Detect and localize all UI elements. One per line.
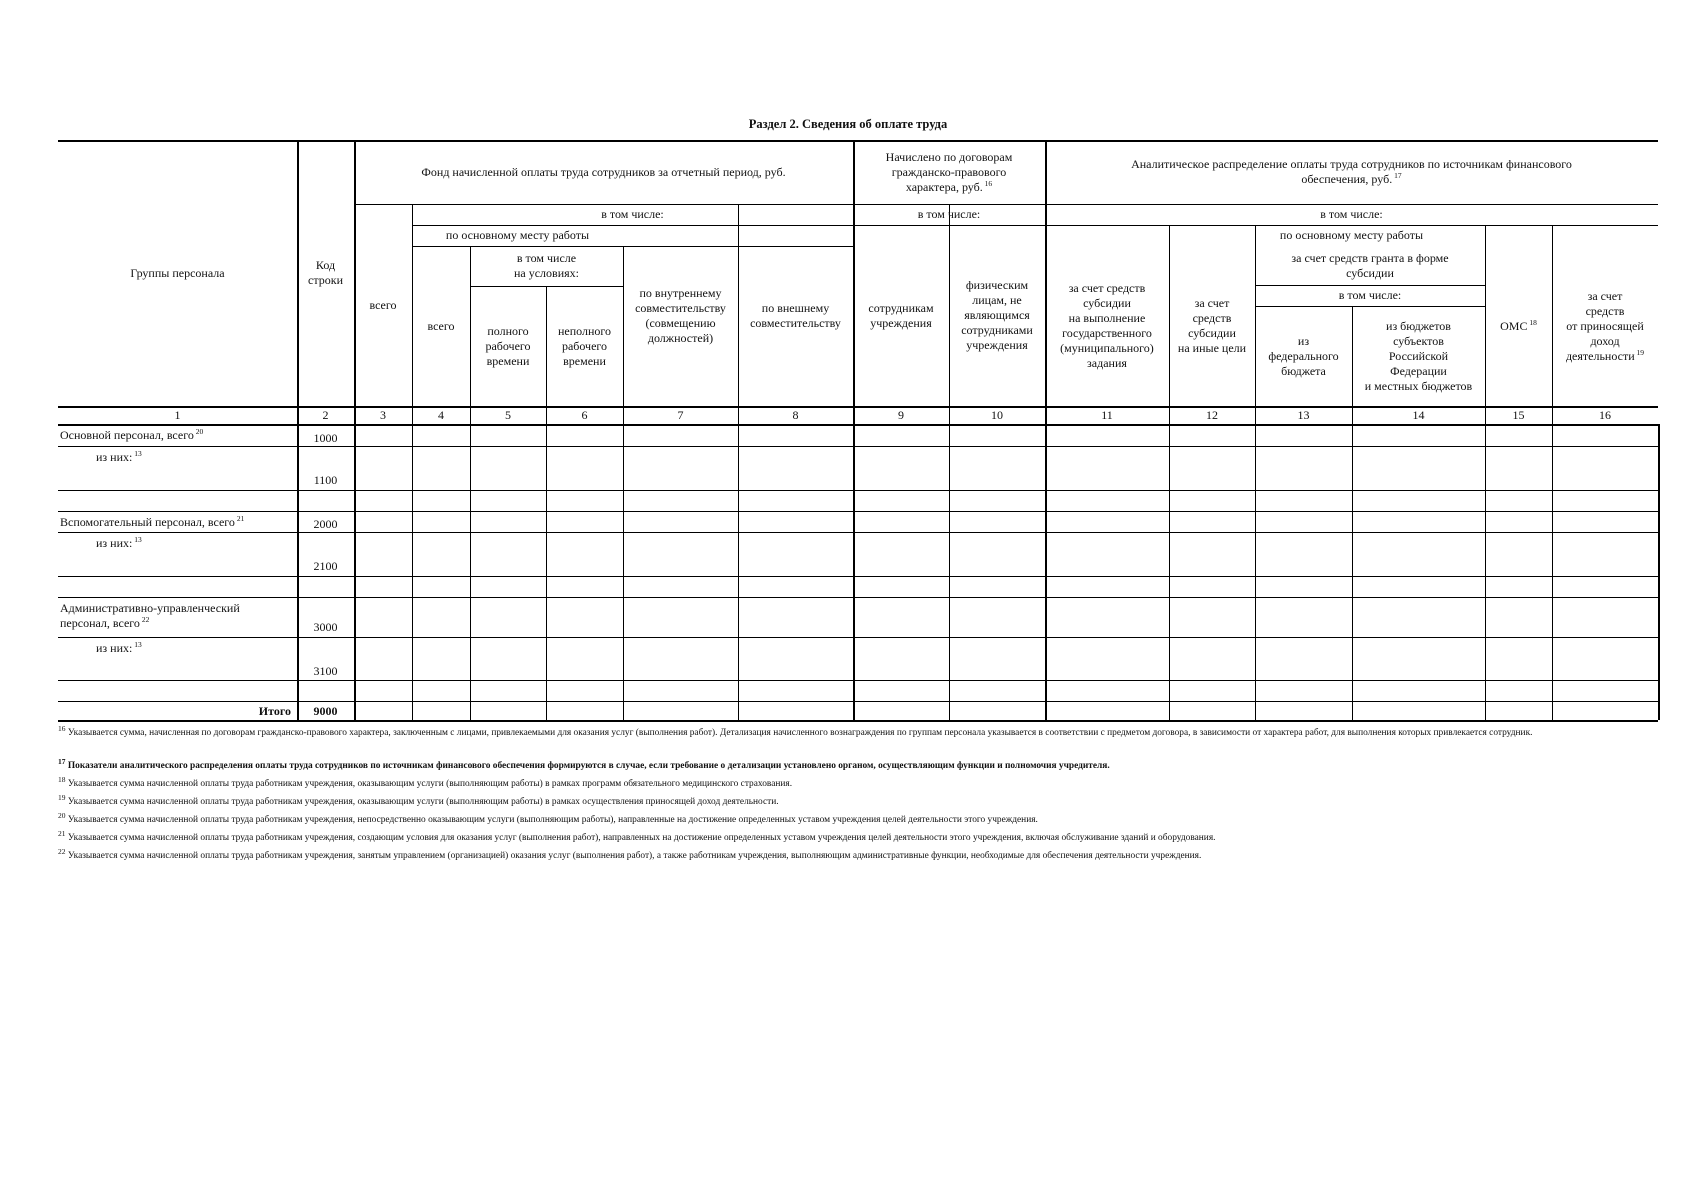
column-number: 9 (898, 408, 904, 422)
header-employees: сотрудникам учреждения (868, 300, 934, 330)
table-hline (58, 637, 1658, 638)
row-code-2100: 2100 (313, 559, 338, 573)
row-code-1000: 1000 (313, 431, 338, 445)
column-number: 12 (1206, 408, 1218, 422)
table-hline (58, 701, 1658, 702)
header-oms: ОМС $^{18}$ (1500, 317, 1537, 333)
column-number: 3 (380, 408, 386, 422)
footnote-22: $^{22}$ Указывается сумма начисленной оплаты труда работникам учреждения, занятым управлением (организацией) оказания услуг (выполнения работ), а также работникам учреждения, выполняющим административные функции, необходимые для обеспечения деятельности учреждения. (58, 846, 1202, 861)
column-number: 4 (438, 408, 444, 422)
column-number: 6 (581, 408, 588, 422)
footnote-19: $^{19}$ Указывается сумма начисленной оплаты труда работникам учреждения, оказывающим услуги (выполняющим работы) в рамках осуществления приносящей доход деятельности. (58, 792, 779, 807)
column-number: 15 (1512, 408, 1525, 422)
table-hline (58, 532, 1658, 533)
column-number: 2 (322, 408, 329, 422)
column-number: 5 (505, 408, 511, 422)
table-vline (1658, 424, 1660, 720)
header-individuals: физическим лицам, не являющимся сотрудниками учреждения (961, 278, 1033, 352)
column-number: 10 (991, 408, 1003, 422)
table-hline (58, 720, 1658, 722)
row-code-3000: 3000 (313, 620, 338, 634)
header-groups: Группы персонала (130, 265, 225, 280)
row-code-2000: 2000 (313, 517, 338, 531)
row-label-adm-sub: из них: $^{13}$ (96, 640, 142, 655)
header-contracts-incl: в том числе: (917, 207, 981, 221)
header-fund: Фонд начисленной оплаты труда сотрудников за отчетный период, руб. (421, 164, 786, 179)
row-label-aux-sub: из них: $^{13}$ (96, 535, 142, 550)
row-label-main: Основной персонал, всего $^{20}$ (60, 427, 204, 442)
column-number: 1 (174, 408, 181, 422)
footnote-20: $^{20}$ Указывается сумма начисленной оплаты труда работникам учреждения, непосредственно оказывающим услуги (выполняющим работы), направленные на достижение определенных уставом учреждения целей деятельности этого учреждения. (58, 810, 1038, 825)
column-number: 13 (1297, 408, 1310, 422)
row-code-1100: 1100 (313, 473, 338, 487)
header-subsidy-other: за счет средств субсидии на иные цели (1177, 296, 1247, 355)
table-hline (58, 490, 1658, 491)
column-number: 11 (1101, 408, 1113, 422)
column-number: 7 (677, 408, 684, 422)
header-part-time: неполного рабочего времени (557, 323, 612, 368)
header-code: Код строки (308, 258, 343, 287)
header-full-time: полного рабочего времени (485, 323, 531, 368)
row-label-aux: Вспомогательный персонал, всего $^{21}$ (60, 514, 245, 529)
column-number: 14 (1412, 408, 1425, 422)
table-hline (58, 576, 1658, 577)
table-hline (58, 511, 1658, 512)
footnote-17: $^{17}$ Показатели аналитического распределения оплаты труда сотрудников по источникам финансового обеспечения формируются в случае, если требование о детализации установлено органом, осуществляющим функции и полномочия учредителя. (58, 756, 1110, 771)
row-label-total: Итого (258, 704, 291, 718)
header-analytic-main-place: по основному месту работы (1279, 228, 1424, 242)
header-fund-incl: в том числе: (601, 207, 664, 221)
header-incl-conditions: в том числе на условиях: (513, 251, 579, 280)
section-title: Раздел 2. Сведения об оплате труда (748, 117, 948, 131)
row-code-9000: 9000 (313, 704, 338, 718)
header-fund-total: всего (369, 297, 397, 312)
header-grant: за счет средств гранта в форме субсидии (1291, 250, 1449, 280)
column-number: 8 (792, 408, 799, 422)
row-code-3100: 3100 (313, 664, 338, 678)
header-external: по внешнему совместительству (750, 300, 841, 330)
header-regional: из бюджетов субъектов Российской Федерации и местных бюджетов (1364, 318, 1473, 393)
header-income: за счет средств от приносящей доход деятельности $^{19}$ (1565, 288, 1645, 363)
header-fund-main-place: по основному месту работы (445, 228, 590, 242)
header-main-total: всего (427, 318, 455, 333)
header-analytic-incl: в том числе: (1320, 207, 1383, 221)
table-hline (58, 597, 1658, 598)
table-hline (58, 446, 1658, 447)
header-analytic: Аналитическое распределение оплаты труда сотрудников по источникам финансового обеспечения, руб. $^{17}$ (1131, 157, 1572, 186)
footnote-18: $^{18}$ Указывается сумма начисленной оплаты труда работникам учреждения, оказывающим услуги (выполняющим работы) в рамках программ обязательного медицинского страхования. (58, 774, 793, 789)
column-number: 16 (1599, 408, 1611, 422)
header-contracts: Начислено по договорам гражданско-правового характера, руб. $^{16}$ (885, 149, 1013, 194)
table-hline (58, 680, 1658, 681)
header-federal: из федерального бюджета (1268, 333, 1339, 378)
header-grant-incl: в том числе: (1338, 288, 1402, 302)
footnote-16: $^{16}$ Указывается сумма, начисленная по договорам гражданско-правового характера, заключенным с лицами, привлекаемыми для оказания услуг (выполнения работ). Детализация начисленного вознаграждения по группам персонала указывается в соответствии с предметом договора, в зависимости от характера работ, для выполнения которых привлекается сотрудник. (58, 723, 1533, 738)
row-label-main-sub: из них: $^{13}$ (96, 449, 142, 464)
row-label-adm: Административно-управленческий персонал, всего $^{22}$ (60, 601, 240, 630)
footnote-21: $^{21}$ Указывается сумма начисленной оплаты труда работникам учреждения, создающим условия для оказания услуг (выполнения работ), направленных на достижение определенных уставом учреждения целей деятельности этого учреждения, включая обслуживание зданий и оборудования. (58, 828, 1216, 843)
header-internal: по внутреннему совместительству (совмещению должностей) (635, 285, 726, 345)
header-subsidy-task: за счет средств субсидии на выполнение государственного (муниципального) задания (1060, 281, 1154, 370)
